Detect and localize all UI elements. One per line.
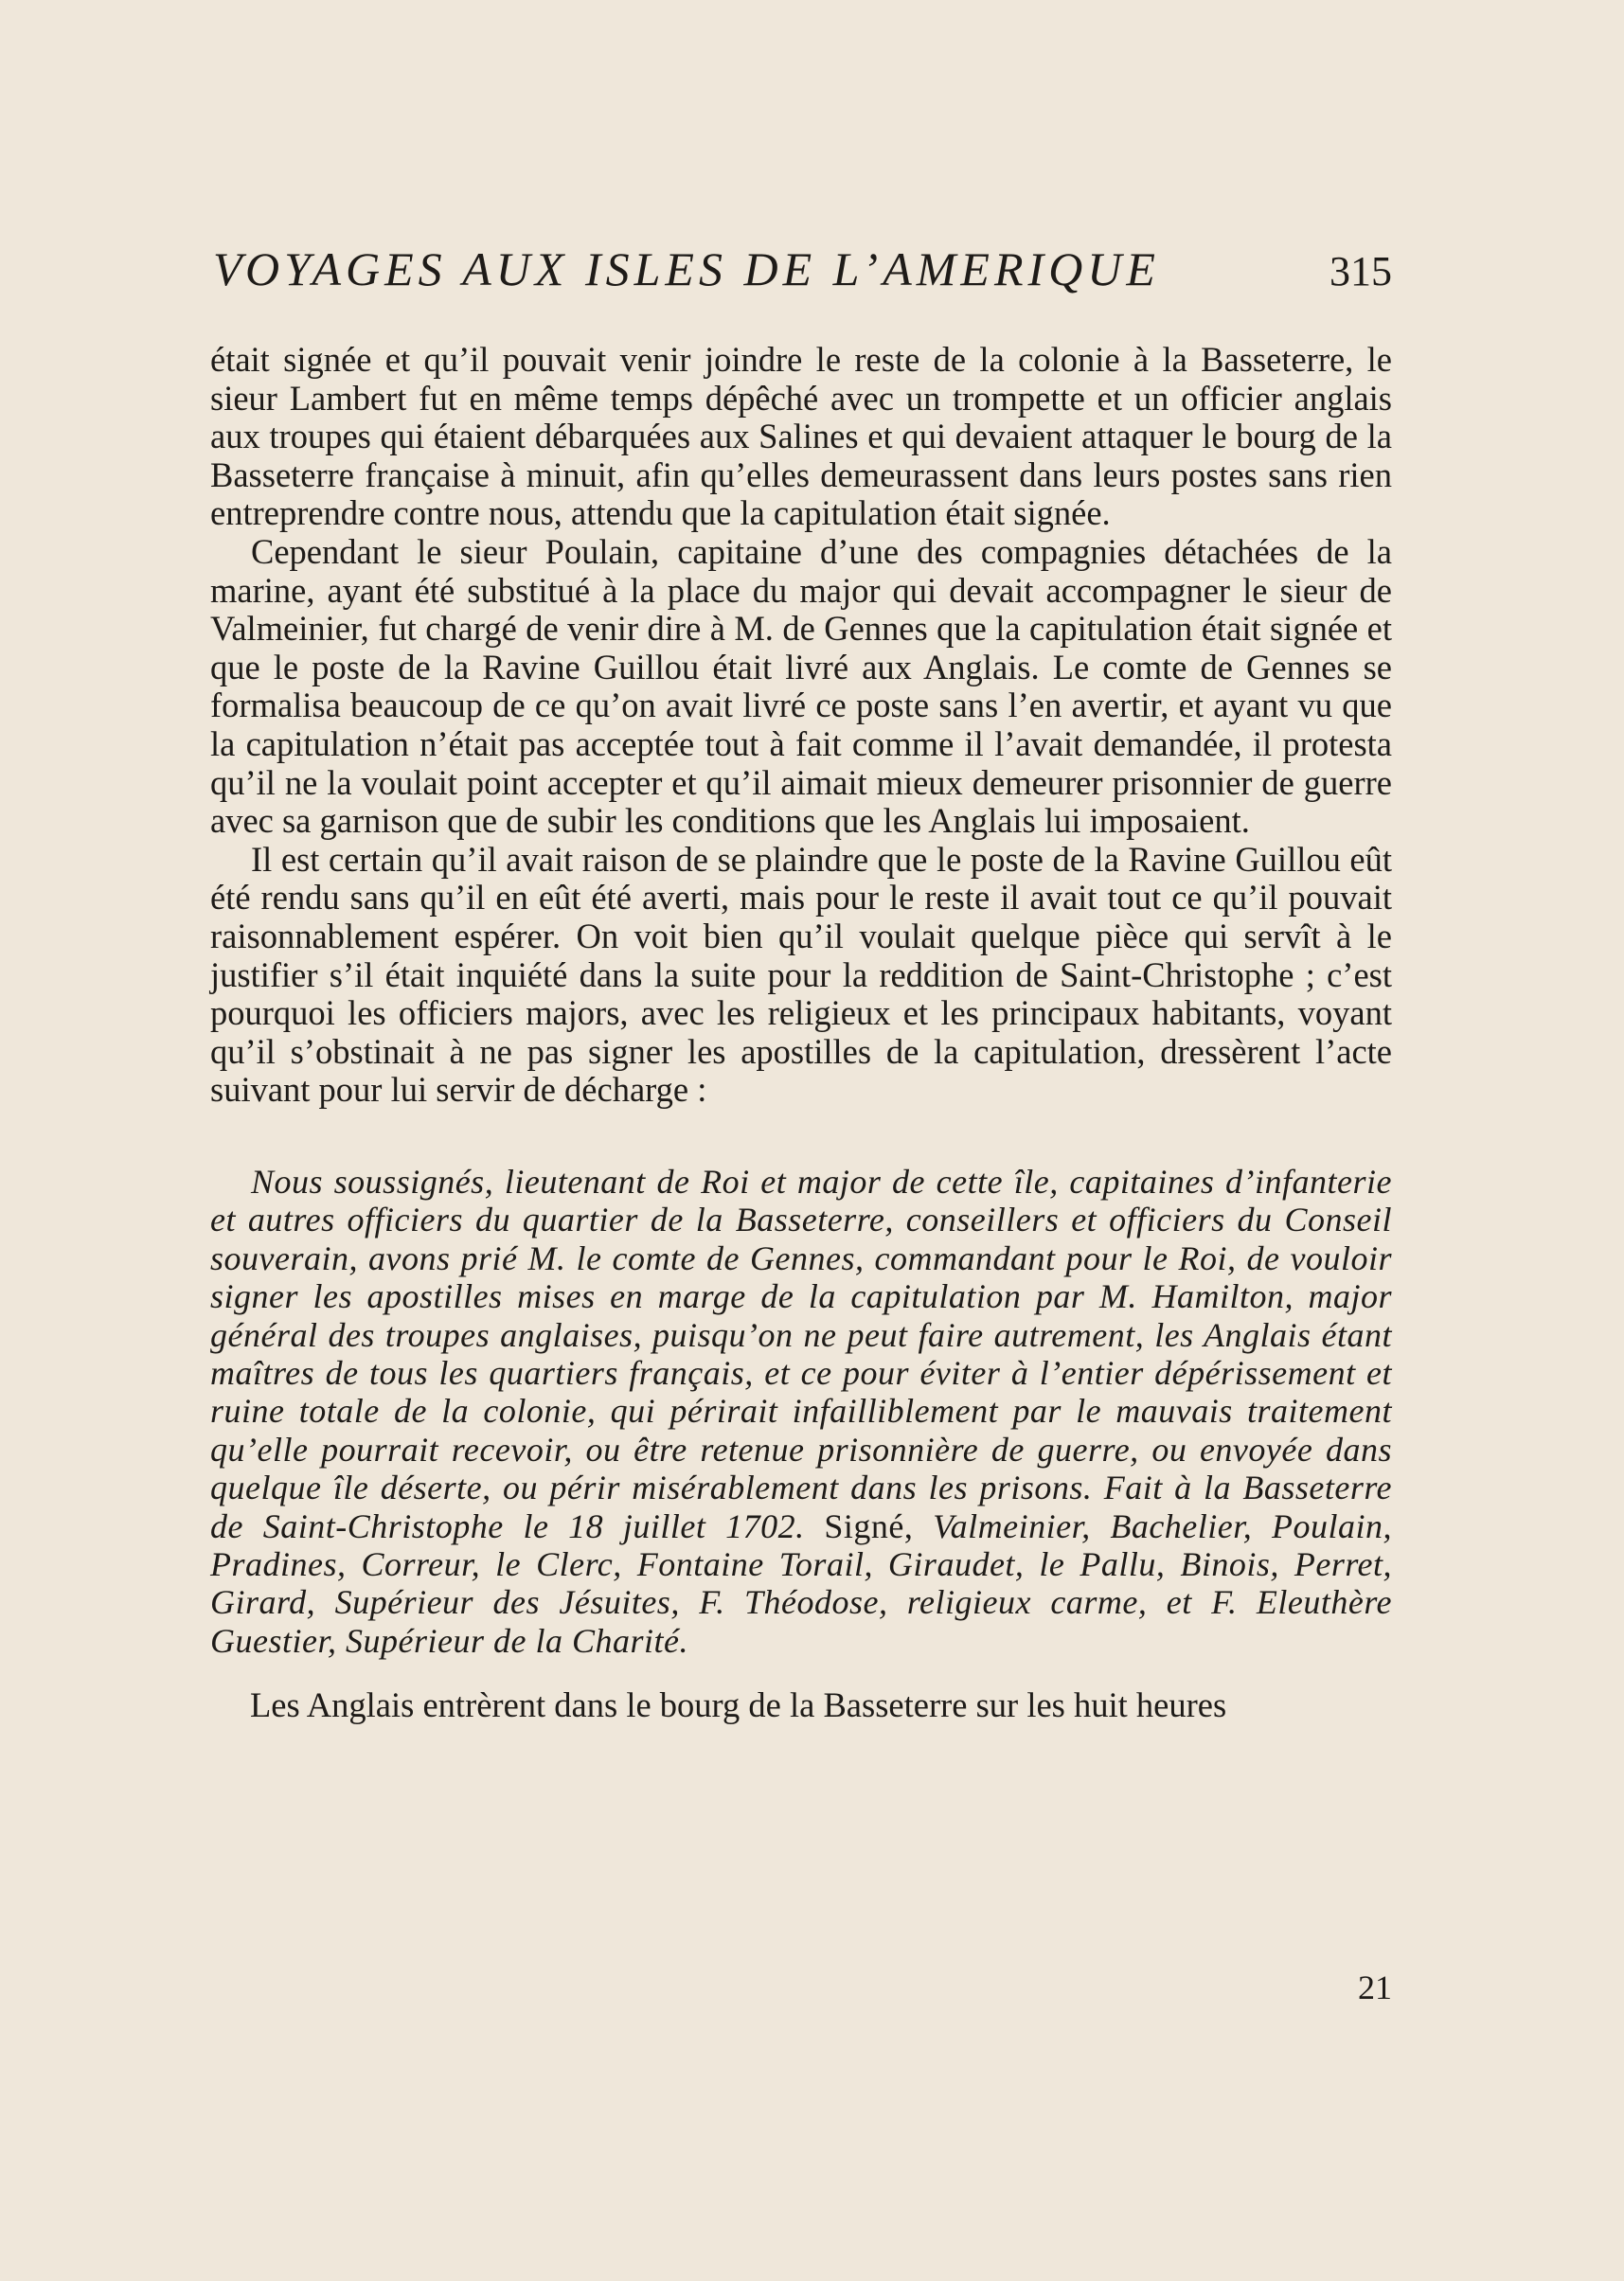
quoted-act-signed-word: Signé, — [824, 1506, 914, 1545]
paragraph-3: Il est certain qu’il avait raison de se plaindre que le poste de la Ravine Guillou eût été rendu sans qu’il en eût été averti, mais pour le reste il avait tout ce qu’il pouvait raisonnablement espérer. On voit bien qu’il voulait quelque pièce qui servît à le justifier s’il était inquiété dans la suite pour la reddition de Saint-Christophe ; c’est pourquoi les officiers majors, avec les religieux et les principaux habitants, voyant qu’il s’obstinait à ne pas signer les apostilles de la capitulation, dressèrent l’acte suivant pour lui servir de décharge : — [210, 839, 1392, 1110]
quoted-act — [210, 1163, 1392, 1660]
paragraph-1: était signée et qu’il pouvait venir joindre le reste de la colonie à la Basseterre, le sieur Lambert fut en même temps dépêché avec un trompette et un officier anglais aux troupes qui étaient débarquées aux Salines et qui devaient attaquer le bourg de la Basseterre française à minuit, afin qu’elles demeurassent dans leurs postes sans rien entreprendre contre nous, attendu que la capitulation était signée. — [210, 340, 1392, 533]
running-head: VOYAGES AUX ISLES DE L’AMERIQUE — [213, 242, 1160, 295]
closing-line: Les Anglais entrèrent dans le bourg de la Basseterre sur les huit heures — [250, 1685, 1227, 1725]
page-header — [213, 241, 1392, 317]
quoted-act-body: Nous soussignés, lieutenant de Roi et major de cette île, capitaines d’infanterie et autres officiers du quartier de la Basseterre, conseillers et officiers du Conseil souverain, avons prié M. le comte de Gennes, commandant pour le Roi, de vouloir signer les apostilles mises en marge de la capitulation par M. Hamilton, major général des troupes anglaises, puisqu’on ne peut faire autrement, les Anglais étant maîtres de tous les quartiers français, et ce pour éviter à l’entier dépérissement et ruine totale de la colonie, qui périrait infailliblement par le mauvais traitement qu’elle pourrait recevoir, ou être retenue prisonnière de guerre, ou envoyée dans quelque île déserte, ou périr misérablement dans les prisons. Fait à la Basseterre de Saint-Christophe le 18 juillet 1702. — [210, 1162, 1392, 1545]
body-text — [210, 341, 1392, 1725]
paragraph-2: Cependant le sieur Poulain, capitaine d’une des compagnies détachées de la marine, ayant été substitué à la place du major qui devait accompagner le sieur de Valmeinier, fut chargé de venir dire à M. de Gennes que la capitulation était signée et que le poste de la Ravine Guillou était livré aux Anglais. Le comte de Gennes se formalisa beaucoup de ce qu’on avait livré ce poste sans l’en avertir, et ayant vu que la capitulation n’était pas acceptée tout à fait comme il l’avait demandée, il protesta qu’il ne la voulait point accepter et qu’il aimait mieux demeurer prisonnier de guerre avec sa garnison que de subir les conditions que les Anglais lui imposaient. — [210, 531, 1392, 841]
quoted-act-signatories: Valmeinier, Bachelier, Poulain, Pradines, Correur, le Clerc, Fontaine Torail, Giraudet, le Pallu, Binois, Perret, Girard, Supérieur des Jésuites, F. Théodose, religieux carme, et F. Eleuthère Guestier, Supérieur de la Charité. — [210, 1506, 1392, 1660]
signature-mark: 21 — [1358, 1969, 1392, 2006]
page-number: 315 — [1330, 248, 1392, 294]
